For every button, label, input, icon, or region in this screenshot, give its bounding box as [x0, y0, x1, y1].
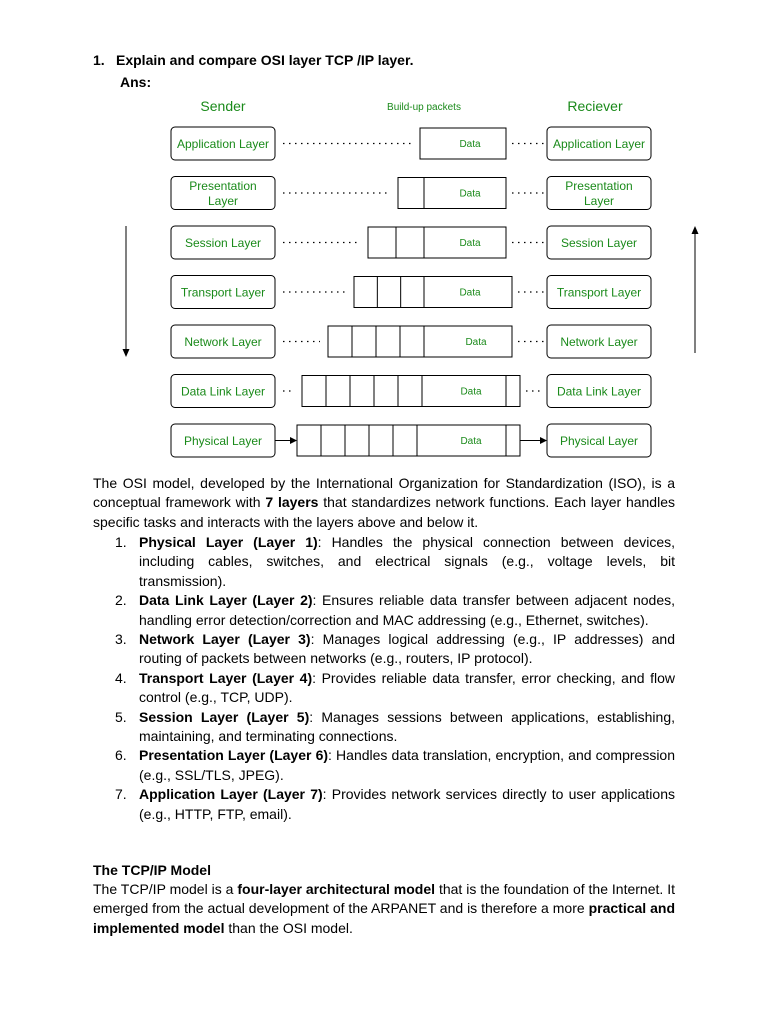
- answer-label: Ans:: [120, 74, 152, 90]
- layer-title: Physical Layer (Layer 1): [139, 534, 318, 550]
- sender-layer-label: Data Link Layer: [180, 384, 266, 399]
- list-number: 1.: [115, 534, 127, 550]
- osi-layer-item: [93, 669, 675, 708]
- packet-data-label: Data: [465, 337, 487, 348]
- layer-title: Session Layer (Layer 5): [139, 708, 310, 725]
- tcpip-bold-1: four-layer architectural model: [237, 881, 436, 897]
- packet-data-label: Data: [459, 139, 481, 150]
- layer-title: Application Layer (Layer 7): [139, 786, 323, 803]
- layer-title: Presentation Layer (Layer 6): [139, 747, 329, 764]
- tcpip-paragraph: [93, 880, 675, 938]
- sender-layer-label: Application Layer: [176, 137, 270, 151]
- receiver-layer-label: Data Link Layer: [556, 384, 642, 399]
- osi-layer-item: [93, 630, 675, 669]
- down-arrow-head: [123, 349, 130, 357]
- sender-layer-label: Network Layer: [184, 335, 262, 349]
- question-number: 1.: [93, 52, 105, 68]
- intro-text-1: The OSI model, developed by the International Organization for Standardization (ISO), is a conceptual framework with: [93, 475, 675, 511]
- receiver-layer-label: Physical Layer: [559, 434, 639, 448]
- osi-intro-paragraph: [93, 474, 675, 532]
- layer-description: : Provides network services directly to user applications (e.g., HTTP, FTP, email).: [139, 786, 675, 822]
- osi-layer-item: [93, 785, 675, 824]
- receiver-title: Reciever: [567, 98, 623, 114]
- packet-data-label: Data: [459, 287, 481, 299]
- osi-layer-item: [93, 591, 675, 630]
- layer-description: : Handles data translation, encryption, and compression (e.g., SSL/TLS, JPEG).: [139, 747, 676, 783]
- tcpip-text-3: than the OSI model.: [224, 919, 353, 936]
- list-number: 3.: [115, 631, 127, 648]
- middle-title: Build-up packets: [387, 102, 461, 113]
- packet-box: [398, 178, 506, 209]
- tcpip-text-1: The TCP/IP model is a: [93, 881, 238, 897]
- layer-description: : Handles the physical connection between devices, including cables, switches, and electrical signals (e.g., voltage levels, bit transmission).: [139, 534, 676, 589]
- packet-data-label: Data: [459, 238, 481, 249]
- layer-title: Network Layer (Layer 3): [139, 631, 311, 648]
- layer-title: Data Link Layer (Layer 2): [139, 592, 313, 609]
- sender-layer-label: Transport Layer: [180, 285, 266, 300]
- arrow-head: [290, 437, 297, 444]
- receiver-layer-label: Session Layer: [560, 236, 638, 250]
- packet-data-label: Data: [459, 188, 481, 200]
- list-number: 2.: [115, 592, 127, 609]
- layer-description: : Manages sessions between applications, establishing, maintaining, and terminating connections.: [139, 708, 676, 745]
- tcpip-bold-2: practical and implemented model: [93, 900, 675, 936]
- receiver-layer-label: Presentation: [565, 179, 633, 193]
- sender-layer-label: Physical Layer: [183, 434, 263, 448]
- osi-layer-item: [93, 708, 675, 747]
- receiver-layer-label: Layer: [583, 194, 615, 208]
- receiver-layer-label: Transport Layer: [556, 285, 642, 300]
- osi-layer-item: [93, 533, 675, 591]
- layer-title: Transport Layer (Layer 4): [139, 669, 313, 686]
- arrow-head: [540, 437, 547, 444]
- layer-description: : Ensures reliable data transfer between adjacent nodes, handling error detection/correction and MAC addressing (e.g., Ethernet, switches).: [139, 592, 675, 628]
- list-number: 4.: [115, 669, 127, 686]
- packet-box: [302, 376, 520, 407]
- intro-text-2: that standardizes network functions. Each layer handles specific tasks and interacts with the layers above and below it.: [93, 494, 675, 530]
- osi-layer-item: [93, 746, 675, 785]
- list-number: 5.: [115, 708, 127, 725]
- osi-encapsulation-diagram: [0, 0, 768, 470]
- list-number: 7.: [115, 786, 127, 803]
- sender-layer-label: Presentation: [189, 179, 257, 193]
- packet-box: [368, 227, 506, 258]
- sender-title: Sender: [200, 98, 246, 114]
- layer-description: : Provides reliable data transfer, error checking, and flow control (e.g., TCP, UDP).: [139, 669, 676, 706]
- packet-data-label: Data: [460, 436, 482, 447]
- receiver-layer-label: Network Layer: [560, 335, 638, 349]
- intro-bold: 7 layers: [265, 494, 319, 511]
- packet-data-label: Data: [460, 386, 482, 398]
- layer-description: : Manages logical addressing (e.g., IP addresses) and routing of packets between networks (e.g., routers, IP protocol).: [139, 631, 675, 667]
- sender-layer-label: Session Layer: [184, 236, 262, 250]
- osi-layer-list-container: [93, 533, 675, 824]
- tcpip-heading: The TCP/IP Model: [93, 862, 211, 878]
- sender-layer-label: Layer: [207, 194, 239, 208]
- question-text: Explain and compare OSI layer TCP /IP layer.: [116, 52, 414, 68]
- list-number: 6.: [115, 747, 127, 764]
- receiver-layer-label: Application Layer: [552, 137, 646, 151]
- packet-box: [297, 425, 520, 456]
- osi-layer-list: [93, 533, 675, 824]
- tcpip-text-2: that is the foundation of the Internet. It emerged from the actual development of the ARPANET and is therefore a more: [93, 881, 675, 917]
- up-arrow-head: [692, 226, 699, 234]
